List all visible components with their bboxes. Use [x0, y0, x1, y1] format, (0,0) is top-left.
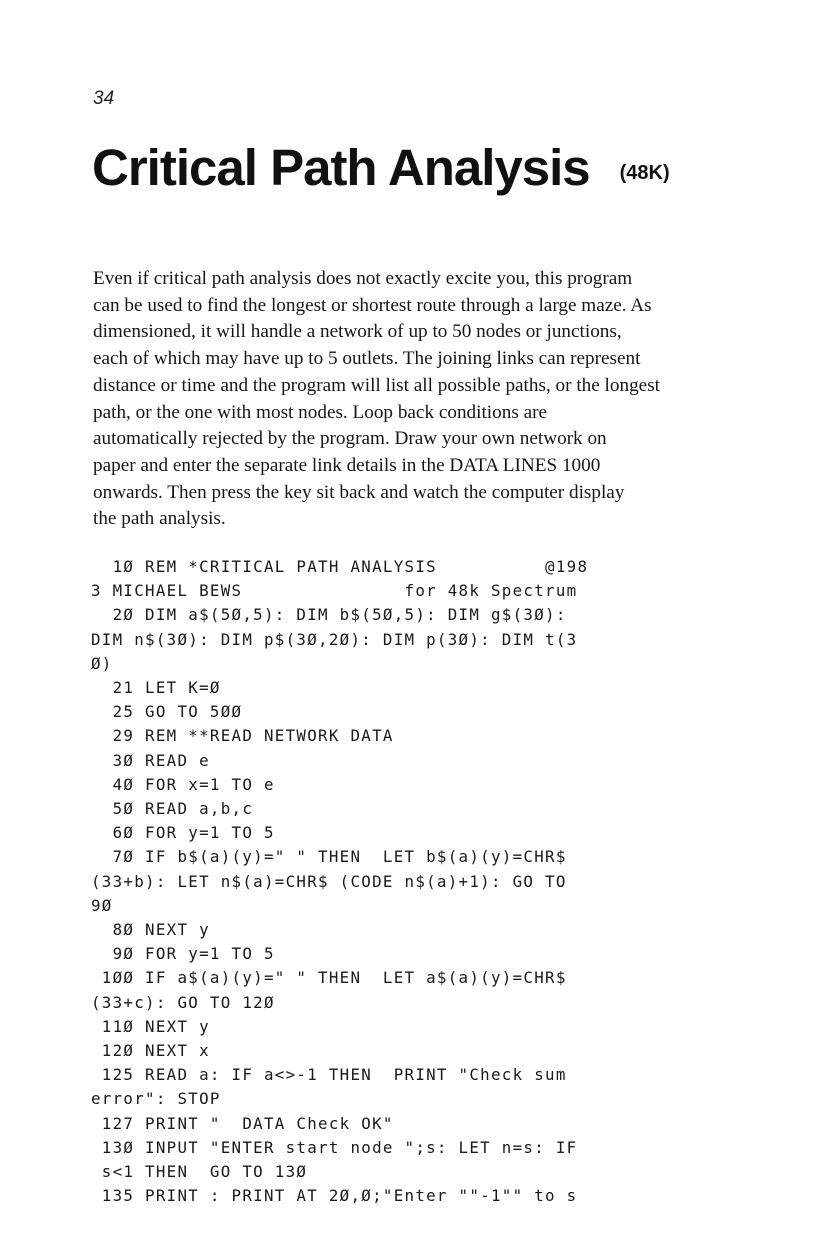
- intro-line: Even if critical path analysis does not exactly excite you, this program: [93, 268, 633, 289]
- code-line: 7Ø IF b$(a)(y)=" " THEN LET b$(a)(y)=CHR$: [91, 847, 567, 867]
- code-line: 1ØØ IF a$(a)(y)=" " THEN LET a$(a)(y)=CHR$: [91, 968, 567, 988]
- intro-line: can be used to find the longest or shortest route through a large maze. As: [93, 294, 652, 316]
- code-line: 25 GO TO 5ØØ: [91, 702, 243, 722]
- page-number: 34: [93, 88, 115, 109]
- intro-line: each of which may have up to 5 outlets. The joining links can represent: [93, 348, 641, 370]
- code-line: 2Ø DIM a$(5Ø,5): DIM b$(5Ø,5): DIM g$(3Ø):: [91, 605, 567, 625]
- code-line: 125 READ a: IF a<>-1 THEN PRINT "Check sum: [91, 1065, 567, 1085]
- code-line: s<1 THEN GO TO 13Ø: [91, 1162, 308, 1182]
- code-line: (33+c): GO TO 12Ø: [91, 992, 275, 1012]
- code-line: 4Ø FOR x=1 TO e: [91, 774, 275, 794]
- heading: [92, 138, 670, 197]
- intro-line: the path analysis.: [93, 508, 226, 530]
- code-line: 9Ø: [91, 895, 113, 915]
- code-line: 1Ø REM *CRITICAL PATH ANALYSIS @198: [91, 557, 589, 576]
- code-line: Ø): [91, 653, 113, 673]
- intro-line: dimensioned, it will handle a network of up to 50 nodes or junctions,: [93, 321, 622, 343]
- program-listing: [91, 555, 588, 1208]
- intro-line: onwards. Then press the key sit back and watch the computer display: [93, 481, 625, 503]
- code-line: 12Ø NEXT x: [91, 1041, 210, 1061]
- intro-paragraph: [93, 266, 698, 533]
- code-line: 3Ø READ e: [91, 750, 210, 770]
- code-line: 11Ø NEXT y: [91, 1016, 210, 1036]
- code-line: 9Ø FOR y=1 TO 5: [91, 944, 275, 964]
- intro-line: path, or the one with most nodes. Loop back conditions are: [93, 401, 548, 423]
- intro-line: automatically rejected by the program. Draw your own network on: [93, 428, 607, 450]
- code-line: 135 PRINT : PRINT AT 2Ø,Ø;"Enter ""-1"" to s: [91, 1186, 578, 1206]
- code-line: (33+b): LET n$(a)=CHR$ (CODE n$(a)+1): GO TO: [91, 871, 567, 891]
- code-line: 6Ø FOR y=1 TO 5: [91, 823, 275, 843]
- page-title: Critical Path Analysis: [92, 139, 590, 196]
- code-line: 29 REM **READ NETWORK DATA: [91, 726, 394, 746]
- code-line: 3 MICHAEL BEWS for 48k Spectrum: [91, 581, 578, 601]
- code-line: 127 PRINT " DATA Check OK": [91, 1113, 394, 1133]
- code-line: 8Ø NEXT y: [91, 920, 210, 940]
- intro-line: paper and enter the separate link details in the DATA LINES 1000: [93, 454, 601, 476]
- code-line: 5Ø READ a,b,c: [91, 799, 254, 819]
- code-line: DIM n$(3Ø): DIM p$(3Ø,2Ø): DIM p(3Ø): DIM t(3: [91, 629, 578, 649]
- code-line: error": STOP: [91, 1089, 221, 1109]
- code-line: 21 LET K=Ø: [91, 678, 221, 698]
- memory-tag: (48K): [619, 162, 670, 184]
- intro-line: distance or time and the program will list all possible paths, or the longest: [93, 374, 660, 396]
- code-line: 13Ø INPUT "ENTER start node ";s: LET n=s: IF: [91, 1137, 578, 1157]
